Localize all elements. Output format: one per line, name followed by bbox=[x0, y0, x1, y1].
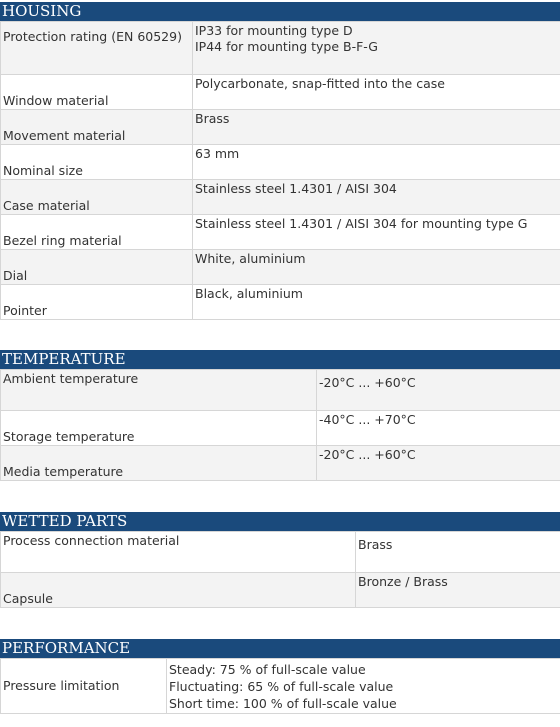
table-row bbox=[1, 250, 560, 285]
table-row bbox=[1, 659, 560, 714]
table-row bbox=[1, 573, 560, 608]
performance-value-pressure-limitation bbox=[167, 659, 560, 714]
temperature-value-media: -20°C ... +60°C bbox=[317, 446, 560, 481]
wetted-label-process-connection: Process connection material bbox=[1, 532, 356, 573]
performance-label-pressure-limitation: Pressure limitation bbox=[1, 659, 167, 714]
table-row bbox=[1, 75, 560, 110]
value-line: IP44 for mounting type B-F-G bbox=[195, 39, 378, 54]
housing-value-pointer: Black, aluminium bbox=[193, 285, 560, 320]
wetted-parts-table bbox=[0, 531, 560, 608]
wetted-value-process-connection: Brass bbox=[356, 532, 560, 573]
housing-label-bezel: Bezel ring material bbox=[1, 215, 193, 250]
housing-value-nominal-size: 63 mm bbox=[193, 145, 560, 180]
temperature-label-storage: Storage temperature bbox=[1, 411, 317, 446]
temperature-value-storage: -40°C ... +70°C bbox=[317, 411, 560, 446]
housing-label-window: Window material bbox=[1, 75, 193, 110]
table-row bbox=[1, 532, 560, 573]
performance-table bbox=[0, 658, 560, 714]
value-line: Steady: 75 % of full-scale value bbox=[169, 662, 366, 677]
housing-label-protection: Protection rating (EN 60529) bbox=[1, 22, 193, 75]
housing-value-window: Polycarbonate, snap-fitted into the case bbox=[193, 75, 560, 110]
table-row bbox=[1, 446, 560, 481]
table-row bbox=[1, 285, 560, 320]
table-row bbox=[1, 110, 560, 145]
value-line: IP33 for mounting type D bbox=[195, 23, 353, 38]
temperature-label-media: Media temperature bbox=[1, 446, 317, 481]
temperature-value-ambient: -20°C ... +60°C bbox=[317, 370, 560, 411]
housing-value-protection bbox=[193, 22, 560, 75]
housing-label-movement: Movement material bbox=[1, 110, 193, 145]
table-row bbox=[1, 370, 560, 411]
housing-label-nominal-size: Nominal size bbox=[1, 145, 193, 180]
section-header-wetted-parts: WETTED PARTS bbox=[0, 512, 560, 531]
housing-value-case: Stainless steel 1.4301 / AISI 304 bbox=[193, 180, 560, 215]
housing-label-pointer: Pointer bbox=[1, 285, 193, 320]
wetted-label-capsule: Capsule bbox=[1, 573, 356, 608]
table-row bbox=[1, 180, 560, 215]
wetted-value-capsule: Bronze / Brass bbox=[356, 573, 560, 608]
housing-label-case: Case material bbox=[1, 180, 193, 215]
value-line: Short time: 100 % of full-scale value bbox=[169, 696, 397, 711]
section-header-performance: PERFORMANCE bbox=[0, 639, 560, 658]
table-row bbox=[1, 145, 560, 180]
housing-value-movement: Brass bbox=[193, 110, 560, 145]
housing-label-dial: Dial bbox=[1, 250, 193, 285]
temperature-label-ambient: Ambient temperature bbox=[1, 370, 317, 411]
section-header-temperature: TEMPERATURE bbox=[0, 350, 560, 369]
table-row bbox=[1, 22, 560, 75]
housing-table bbox=[0, 21, 560, 320]
table-row bbox=[1, 411, 560, 446]
section-header-housing: HOUSING bbox=[0, 2, 560, 21]
value-line: Fluctuating: 65 % of full-scale value bbox=[169, 679, 394, 694]
temperature-table bbox=[0, 369, 560, 481]
housing-value-bezel: Stainless steel 1.4301 / AISI 304 for mounting type G bbox=[193, 215, 560, 250]
housing-value-dial: White, aluminium bbox=[193, 250, 560, 285]
table-row bbox=[1, 215, 560, 250]
